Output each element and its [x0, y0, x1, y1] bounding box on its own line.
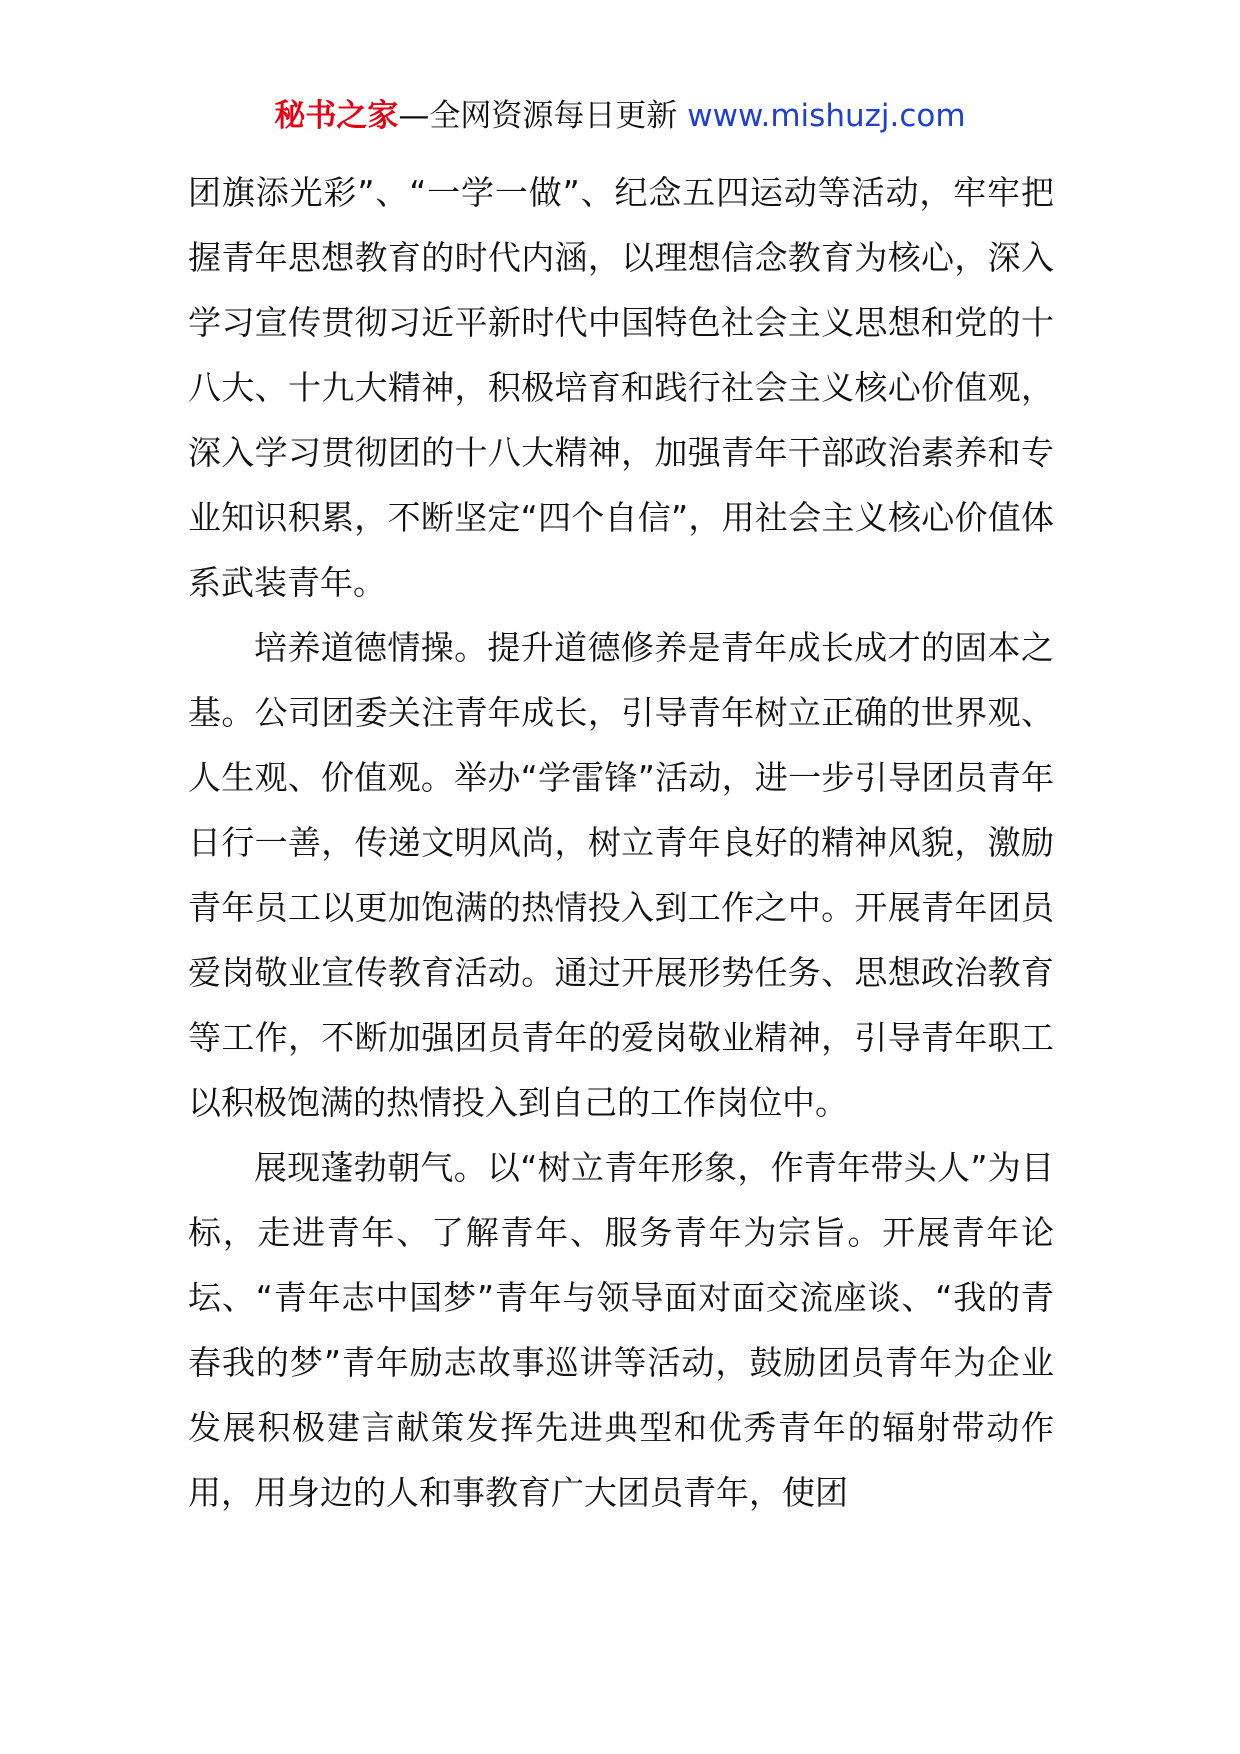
paragraph-moral-cultivation: 培养道德情操。提升道德修养是青年成长成才的固本之基。公司团委关注青年成长，引导青年树立正确的世界观、人生观、价值观。举办“学雷锋”活动，进一步引导团员青年日行一善，传递文明风尚，树立青年良好的精神风貌，激励青年员工以更加饱满的热情投入到工作之中。开展青年团员爱岗敬业宣传教育活动。通过开展形势任务、思想政治教育等工作，不断加强团员青年的爱岗敬业精神，引导青年职工以积极饱满的热情投入到自己的工作岗位中。 — [188, 628, 1054, 1122]
header-tagline: —全网资源每日更新 — [398, 98, 688, 134]
brand-name: 秘书之家 — [274, 98, 399, 134]
paragraph-youth-vitality: 展现蓬勃朝气。以“树立青年形象，作青年带头人”为目标，走进青年、了解青年、服务青年为宗旨。开展青年论坛、“青年志中国梦”青年与领导面对面交流座谈、“我的青春我的梦”青年励志故事巡讲等活动，鼓励团员青年为企业发展积极建言献策发挥先进典型和优秀青年的辐射带动作用，用身边的人和事教育广大团员青年，使团 — [188, 1148, 1054, 1512]
page-header — [0, 96, 1240, 136]
website-link[interactable]: www.mishuzj.com — [687, 98, 966, 134]
document-body — [188, 160, 1054, 1525]
paragraph-continued: 团旗添光彩”、“一学一做”、纪念五四运动等活动，牢牢把握青年思想教育的时代内涵，以理想信念教育为核心，深入学习宣传贯彻习近平新时代中国特色社会主义思想和党的十八大、十九大精神，积极培育和践行社会主义核心价值观，深入学习贯彻团的十八大精神，加强青年干部政治素养和专业知识积累，不断坚定“四个自信”，用社会主义核心价值体系武装青年。 — [188, 173, 1054, 602]
